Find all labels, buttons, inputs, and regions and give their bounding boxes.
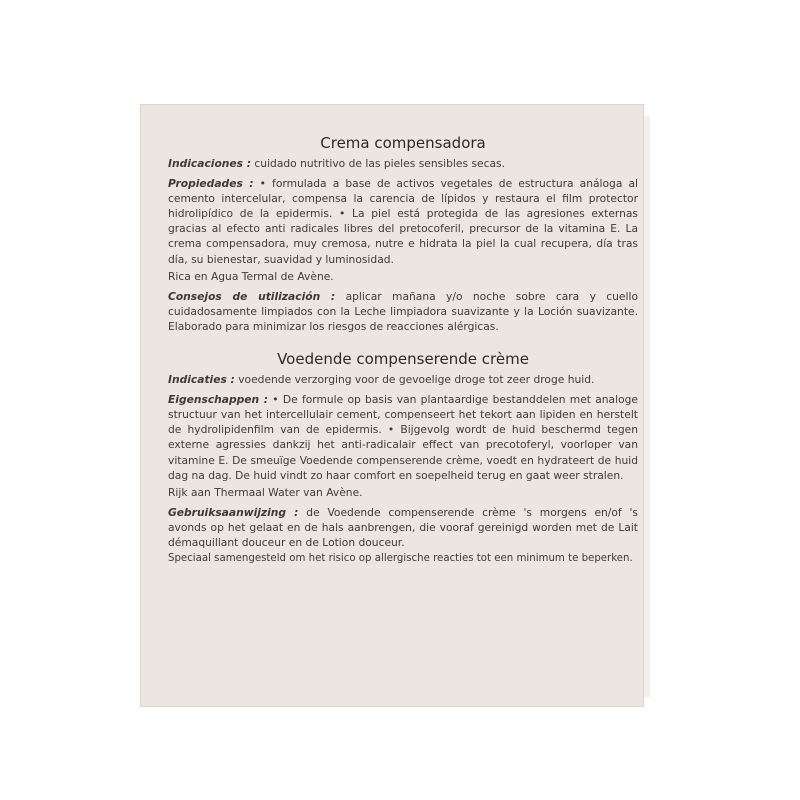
es-consejos-text: aplicar mañana y/o noche sobre cara y cuello cuidadosamente limpiados con la Leche limpiadora suavizante y la Loción suavizante. Elaborado para minimizar los riesgos de reacciones alérgicas.	[168, 289, 638, 333]
es-rica: Rica en Agua Termal de Avène.	[168, 269, 334, 283]
dutch-title: Voedende compenserende crème	[277, 350, 529, 369]
nl-indicaties-label: Indicaties :	[168, 373, 235, 387]
nl-speciaal: Speciaal samengesteld om het risico op allergische reacties tot een minimum te beperken.	[168, 553, 633, 565]
nl-indicaties	[168, 372, 638, 387]
nl-eigenschappen	[168, 392, 638, 483]
es-propiedades-label: Propiedades :	[168, 177, 254, 191]
nl-indicaties-text: voedende verzorging voor de gevoelige droge tot zeer droge huid.	[238, 373, 595, 387]
spanish-title: Crema compensadora	[320, 134, 486, 152]
es-propiedades-text: • formulada a base de activos vegetales de estructura análoga al cemento intercelular, compensa la carencia de lípidos y restaura el film protector hidrolipídico de la epidermis. • La piel está protegida de las agresiones externas gracias al efecto anti radicales libres del pretocoferil, precursor de la vitamina E. La crema compensadora, muy cremosa, nutre e hidrata la piel la cual recupera, día tras día, su bienestar, suavidad y luminosidad.	[168, 177, 638, 266]
es-consejos-label: Consejos de utilización :	[168, 289, 336, 303]
nl-eigenschappen-label: Eigenschappen :	[168, 393, 269, 407]
es-consejos	[168, 289, 638, 334]
nl-gebruik	[168, 505, 638, 550]
nl-rijk: Rijk aan Thermaal Water van Avène.	[168, 485, 363, 499]
nl-gebruik-label: Gebruiksaanwijzing :	[168, 505, 299, 519]
nl-gebruik-text: de Voedende compenserende crème 's morgens en/of 's avonds op het gelaat en de hals aanbrengen, die vooraf gereinigd worden met de Lait démaquillant douceur en de Lotion douceur.	[168, 505, 639, 549]
nl-eigenschappen-text: • De formule op basis van plantaardige bestanddelen met analoge structuur van het intercellulair cement, compenseert het tekort aan lipiden en herstelt de hydrolipidenfilm van de epidermis. • Bijgevolg wordt de huid beschermd tegen externe agressies dankzij het anti-radicalair effect van precotoferyl, voorloper van vitamine E. De smeuïge Voedende compenserende crème, voedt en hydrateert de huid dag na dag. De huid vindt zo haar comfort en soepelheid terug en gaat weer stralen.	[168, 393, 638, 482]
es-indicaciones-label: Indicaciones :	[168, 157, 252, 170]
box-side-edge	[644, 116, 650, 697]
es-indicaciones-text: cuidado nutritivo de las pieles sensibles secas.	[254, 157, 505, 170]
es-indicaciones	[168, 156, 638, 171]
es-propiedades	[168, 176, 638, 267]
label-text-block	[168, 132, 638, 568]
